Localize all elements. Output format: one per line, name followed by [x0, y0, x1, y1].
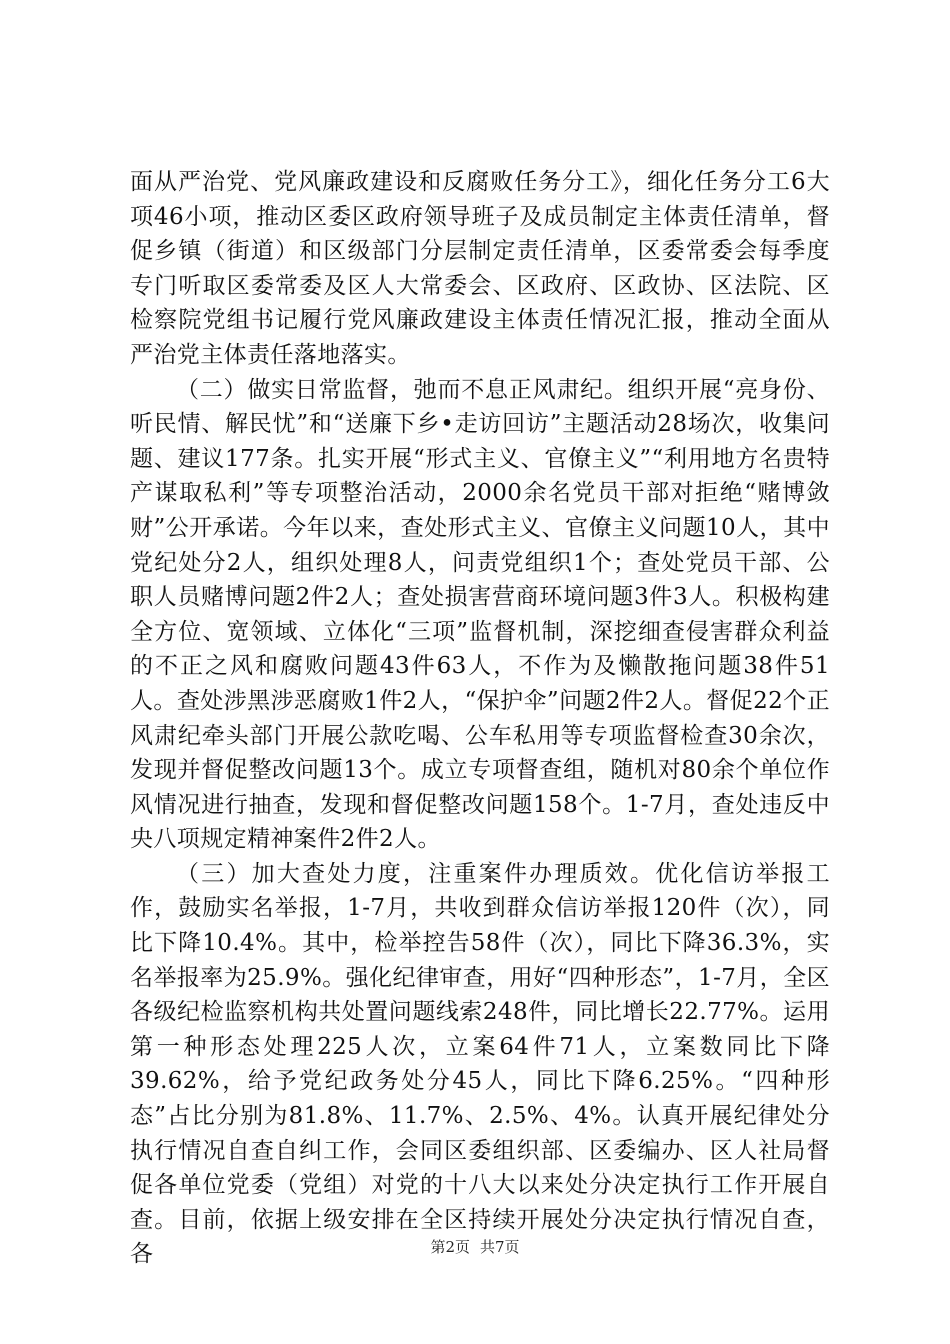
- page-total: 共7页: [480, 1238, 520, 1256]
- paragraph-2: （二）做实日常监督，弛而不息正风肃纪。组织开展“亮身份、听民情、解民忧”和“送廉下乡•走访回访”主题活动28场次，收集问题、建议177条。扎实开展“形式主义、官僚主义”“利用地方名贵特产谋取私利”等专项整治活动，2000余名党员干部对拒绝“赌博敛财”公开承诺。今年以来，查处形式主义、官僚主义问题10人，其中党纪处分2人，组织处理8人，问责党组织1个；查处党员干部、公职人员赌博问题2件2人；查处损害营商环境问题3件3人。积极构建全方位、宽领域、立体化“三项”监督机制，深挖细查侵害群众利益的不正之风和腐败问题43件63人，不作为及懒散拖问题38件51人。查处涉黑涉恶腐败1件2人，“保护伞”问题2件2人。督促22个正风肃纪牵头部门开展公款吃喝、公车私用等专项监督检查30余次，发现并督促整改问题13个。成立专项督查组，随机对80余个单位作风情况进行抽查，发现和督促整改问题158个。1-7月，查处违反中央八项规定精神案件2件2人。: [130, 376, 830, 853]
- document-body: [130, 165, 830, 1272]
- page-number: 第2页: [430, 1238, 470, 1256]
- page-footer: [0, 1237, 950, 1257]
- paragraph-3: （三）加大查处力度，注重案件办理质效。优化信访举报工作，鼓励实名举报，1-7月，共收到群众信访举报120件（次），同比下降10.4%。其中，检举控告58件（次），同比下降36.3%，实名举报率为25.9%。强化纪律审查，用好“四种形态”，1-7月，全区各级纪检监察机构共处置问题线索248件，同比增长22.77%。运用第一种形态处理225人次，立案64件71人，立案数同比下降39.62%，给予党纪政务处分45人，同比下降6.25%。“四种形态”占比分别为81.8%、11.7%、2.5%、4%。认真开展纪律处分执行情况自查自纠工作，会同区委组织部、区委编办、区人社局督促各单位党委（党组）对党的十八大以来处分决定执行工作开展自查。目前，依据上级安排在全区持续开展处分决定执行情况自查，各: [130, 860, 830, 1268]
- paragraph-1: 面从严治党、党风廉政建设和反腐败任务分工》，细化任务分工6大项46小项，推动区委区政府领导班子及成员制定主体责任清单，督促乡镇（街道）和区级部门分层制定责任清单，区委常委会每季度专门听取区委常委及区人大常委会、区政府、区政协、区法院、区检察院党组书记履行党风廉政建设主体责任情况汇报，推动全面从严治党主体责任落地落实。: [130, 169, 830, 368]
